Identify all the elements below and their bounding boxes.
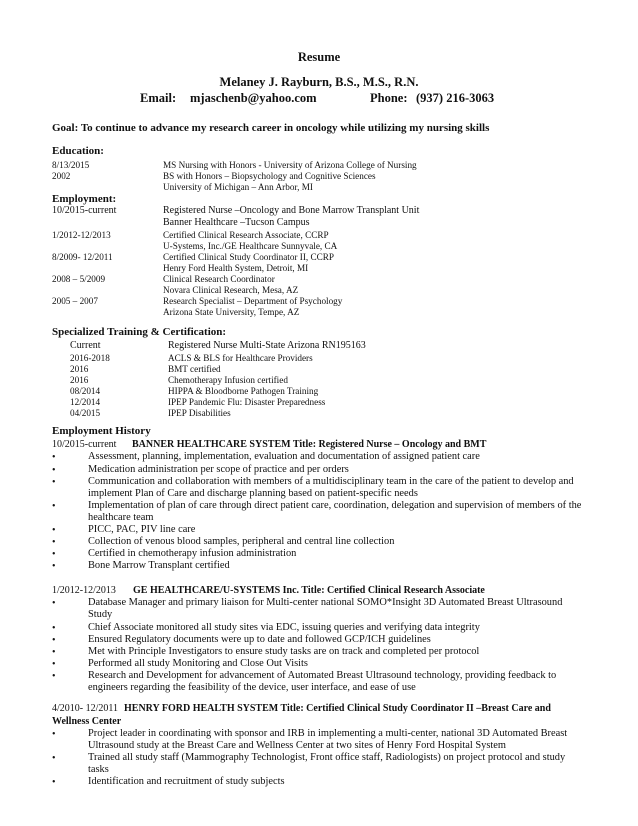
employment-detail: Clinical Research Coordinator (163, 274, 275, 284)
job-bullet: Performed all study Monitoring and Close Out Visits (88, 658, 308, 669)
bullet-icon: • (52, 598, 56, 609)
job-bullet: Ensured Regulatory documents were up to date and followed GCP/ICH guidelines (88, 634, 431, 645)
employment-detail: U-Systems, Inc./GE Healthcare Sunnyvale, CA (163, 241, 338, 251)
bullet-icon: • (52, 477, 56, 488)
phone-label: Phone: (370, 91, 408, 105)
job-bullet: Communication and collaboration with members of a multidisciplinary team in the care of the patient to develop and implement Plan of Care and discharge planning based on patient-specific needs (88, 476, 574, 500)
employment-date: 2005 – 2007 (52, 296, 98, 306)
bullet-icon: • (52, 647, 56, 658)
job-bullet: PICC, PAC, PIV line care (88, 524, 196, 535)
job-bullet: Medication administration per scope of practice and per orders (88, 464, 349, 475)
education-date: 2002 (52, 171, 71, 181)
employment-detail: Arizona State University, Tempe, AZ (163, 307, 300, 317)
job-bullet: Implementation of plan of care through direct patient care, coordination, delegation and supervision of members of the healthcare team (88, 500, 582, 524)
job-bullet: Trained all study staff (Mammography Technologist, Front office staff, Radiologists) on project protocol and study tasks (88, 752, 566, 776)
job-bullet: Certified in chemotherapy infusion administration (88, 548, 297, 559)
education-heading: Education: (52, 145, 104, 157)
employment-detail: Henry Ford Health System, Detroit, MI (163, 263, 309, 273)
employment-heading: Employment: (52, 193, 117, 205)
bullet-icon: • (52, 561, 56, 572)
job-bullet: Project leader in coordinating with sponsor and IRB in implementing a multi-center, national 3D Automated Breast Ultrasound study at the Breast Care and Wellness Center at two sites of Henry Ford Hospital System (88, 728, 568, 752)
employment-detail: Research Specialist – Department of Psychology (163, 296, 343, 306)
job-title: GE HEALTHCARE/U-SYSTEMS Inc. Title: Certified Clinical Research Associate (133, 585, 485, 596)
education-date: 8/13/2015 (52, 160, 90, 170)
job-date: 10/2015-current (52, 439, 117, 450)
employment-date: 10/2015-current (52, 205, 117, 216)
training-item: Chemotherapy Infusion certified (168, 375, 288, 385)
phone-value: (937) 216-3063 (416, 91, 495, 105)
training-date: 2016 (70, 364, 89, 374)
bullet-icon: • (52, 635, 56, 646)
training-item: IPEP Disabilities (168, 408, 231, 418)
bullet-icon: • (52, 623, 56, 634)
job-title: BANNER HEALTHCARE SYSTEM Title: Registered Nurse – Oncology and BMT (132, 439, 487, 450)
employment-detail: Certified Clinical Research Associate, CCRP (163, 230, 329, 240)
bullet-icon: • (52, 537, 56, 548)
education-detail: University of Michigan – Ann Arbor, MI (163, 182, 313, 192)
bullet-icon: • (52, 525, 56, 536)
employment-date: 1/2012-12/2013 (52, 230, 111, 240)
training-heading: Specialized Training & Certification: (52, 326, 227, 338)
bullet-icon: • (52, 659, 56, 670)
employment-detail: Novara Clinical Research, Mesa, AZ (163, 285, 299, 295)
job-bullet: Chief Associate monitored all study sites via EDC, issuing queries and verifying data integrity (88, 622, 480, 633)
education-detail: MS Nursing with Honors - University of Arizona College of Nursing (163, 160, 417, 170)
training-date: 04/2015 (70, 408, 101, 418)
employment-detail: Registered Nurse –Oncology and Bone Marrow Transplant Unit (163, 205, 420, 216)
bullet-icon: • (52, 465, 56, 476)
resume-title: Resume (297, 50, 341, 64)
email-label: Email: (140, 91, 177, 105)
training-date: 12/2014 (70, 397, 101, 407)
training-item: ACLS & BLS for Healthcare Providers (168, 353, 313, 363)
job-bullet: Bone Marrow Transplant certified (88, 560, 230, 571)
history-heading: Employment History (52, 425, 151, 437)
training-item: HIPPA & Bloodborne Pathogen Training (168, 386, 319, 396)
candidate-name: Melaney J. Rayburn, B.S., M.S., R.N. (219, 75, 419, 89)
job-date: 4/2010- 12/2011 (52, 703, 119, 714)
job-bullet: Identification and recruitment of study subjects (88, 776, 285, 787)
bullet-icon: • (52, 729, 56, 740)
email-value[interactable]: mjaschenb@yahoo.com (190, 91, 317, 105)
employment-detail: Certified Clinical Study Coordinator II, CCRP (163, 252, 334, 262)
job-date: 1/2012-12/2013 (52, 585, 116, 596)
job-title: HENRY FORD HEALTH SYSTEM Title: Certified Clinical Study Coordinator II –Breast Care and Wellness Center (52, 703, 551, 727)
bullet-icon: • (52, 671, 56, 682)
employment-date: 8/2009- 12/2011 (52, 252, 113, 262)
training-date: 2016 (70, 375, 89, 385)
training-item: Registered Nurse Multi-State Arizona RN195163 (168, 340, 366, 351)
training-item: BMT certified (168, 364, 221, 374)
bullet-icon: • (52, 549, 56, 560)
bullet-icon: • (52, 452, 56, 463)
job-bullet: Met with Principle Investigators to ensure study tasks are on track and completed per protocol (88, 646, 480, 657)
training-item: IPEP Pandemic Flu: Disaster Preparedness (168, 397, 326, 407)
employment-date: 2008 – 5/2009 (52, 274, 106, 284)
job-bullet: Collection of venous blood samples, peripheral and central line collection (88, 536, 395, 547)
training-date: Current (70, 340, 101, 351)
employment-detail: Banner Healthcare –Tucson Campus (163, 217, 310, 228)
goal-statement: Goal: To continue to advance my research career in oncology while utilizing my nursing skills (52, 122, 490, 134)
bullet-icon: • (52, 753, 56, 764)
job-bullet: Database Manager and primary liaison for Multi-center national SOMO*Insight 3D Automated Breast Ultrasound Study (88, 597, 563, 621)
training-date: 08/2014 (70, 386, 101, 396)
bullet-icon: • (52, 501, 56, 512)
education-detail: BS with Honors – Biopsychology and Cognitive Sciences (163, 171, 376, 181)
bullet-icon: • (52, 777, 56, 788)
job-bullet: Research and Development for advancement of Automated Breast Ultrasound technology, providing feedback to engineers regarding the feasibility of the device, user interface, and ease of use (88, 670, 557, 694)
job-bullet: Assessment, planning, implementation, evaluation and documentation of assigned patient care (88, 451, 480, 462)
training-date: 2016-2018 (70, 353, 110, 363)
